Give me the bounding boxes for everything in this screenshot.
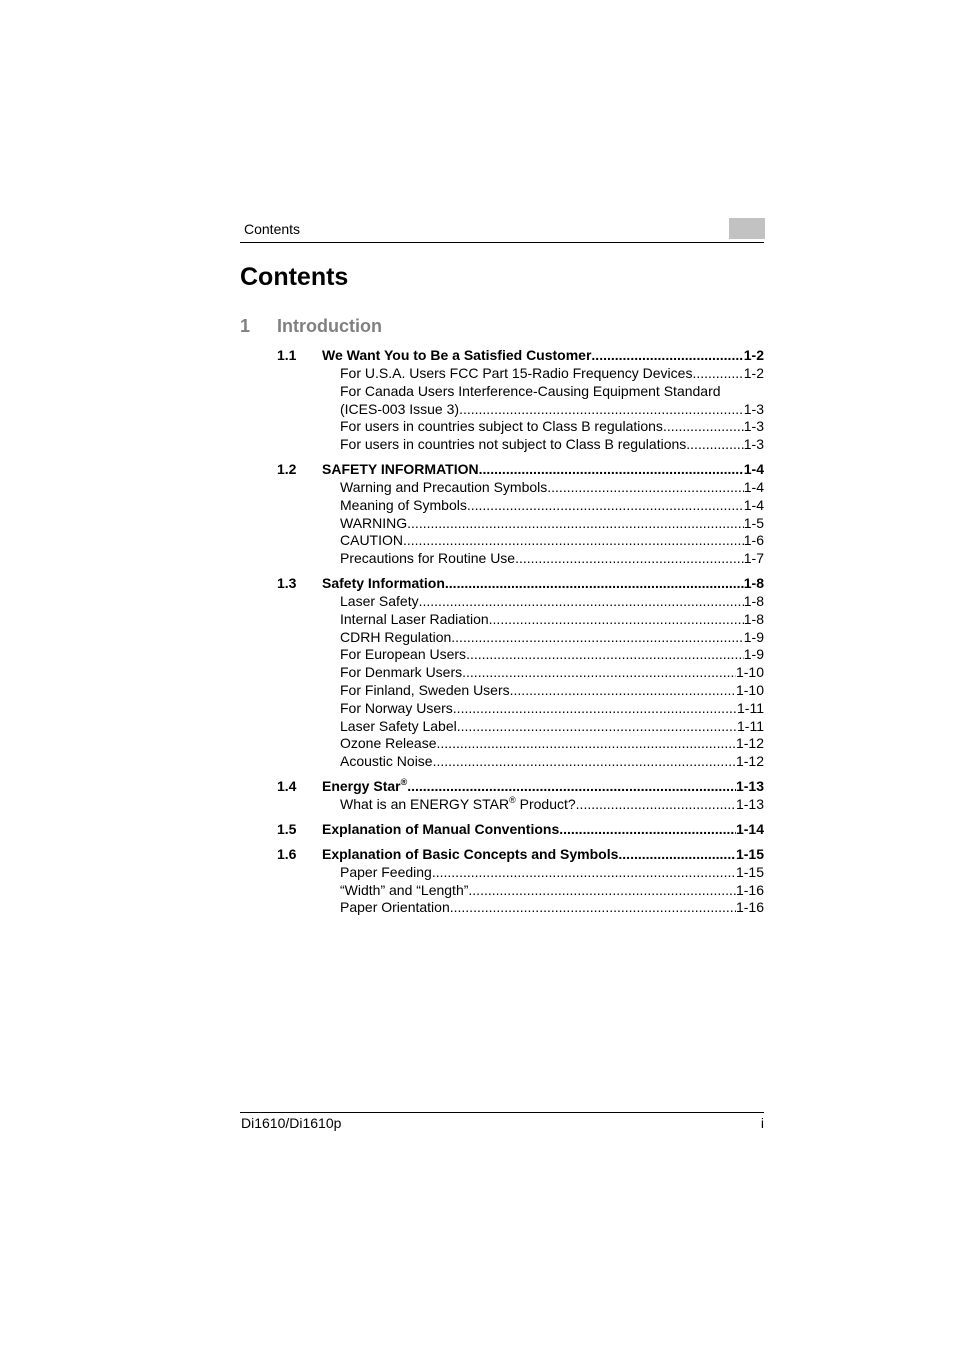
toc-entry[interactable] [340, 664, 764, 682]
toc-entry[interactable] [340, 479, 764, 497]
section-leader [322, 820, 764, 839]
leader-dots [403, 532, 744, 550]
entry-page: 1-8 [743, 610, 764, 627]
leader-dots [692, 365, 743, 383]
leader-dots [510, 682, 736, 700]
entry-page: 1-8 [743, 592, 764, 609]
entry-title-text: For Finland, Sweden Users [340, 681, 510, 698]
registered-mark: ® [509, 794, 516, 805]
chapter-title: Introduction [277, 316, 382, 336]
toc-entry[interactable] [340, 418, 764, 436]
entry-title-text: Warning and Precaution Symbols [340, 478, 548, 495]
entry-page: 1-12 [735, 735, 764, 752]
toc-section-row[interactable] [277, 346, 764, 365]
footer-page-number: i [760, 1115, 764, 1131]
section-title-text: Energy Star [322, 777, 401, 794]
toc-entry[interactable] [340, 864, 764, 882]
entry-title [340, 646, 466, 664]
entry-title-text: Laser Safety Label [340, 717, 457, 734]
entry-title-text: Paper Feeding [340, 863, 432, 880]
leader-dots [468, 882, 736, 900]
entry-page: 1-11 [737, 717, 764, 734]
entry-title-text: Precautions for Routine Use [340, 550, 516, 567]
entry-title [340, 515, 407, 533]
toc-entry[interactable] [340, 753, 764, 771]
entry-title [340, 365, 692, 383]
section-title-text: Safety Information [322, 574, 445, 591]
entry-title [340, 682, 510, 700]
entry-page: 1-3 [743, 418, 764, 435]
toc-entry[interactable] [340, 611, 764, 629]
entry-title [340, 550, 515, 568]
entry-title-text: Ozone Release [340, 735, 437, 752]
toc-entry[interactable] [340, 532, 764, 550]
toc-section-row[interactable] [277, 845, 764, 864]
section-leader [322, 574, 764, 593]
section-leader [322, 346, 764, 365]
entry-title [340, 700, 453, 718]
toc-entry[interactable] [340, 882, 764, 900]
section-number: 1.4 [277, 777, 297, 794]
entry-title [340, 882, 468, 900]
toc-section-row[interactable] [277, 574, 764, 593]
entry-page: 1-16 [735, 881, 764, 898]
toc-entry[interactable] [340, 497, 764, 515]
section-title [322, 820, 559, 839]
leader-dots [432, 864, 736, 882]
entry-page: 1-5 [743, 514, 764, 531]
section-title [322, 460, 479, 479]
leader-dots [489, 611, 744, 629]
entry-title-text: WARNING [340, 514, 408, 531]
entry-title-text: For users in countries not subject to Class B regulations [340, 436, 687, 453]
entry-title [340, 611, 489, 629]
toc-entries [340, 365, 764, 454]
entry-title-text: For users in countries subject to Class B regulations [340, 418, 663, 435]
toc-entries [340, 593, 764, 771]
entry-title [340, 479, 547, 497]
section-title [322, 777, 407, 796]
section-page: 1-15 [735, 845, 764, 862]
toc-entry[interactable] [340, 401, 764, 419]
entry-title-text: What is an ENERGY STAR [340, 795, 510, 812]
entry-title [340, 735, 437, 753]
toc-section [277, 820, 764, 839]
leader-dots [462, 664, 736, 682]
leader-dots [459, 401, 744, 419]
toc-entry[interactable] [340, 899, 764, 917]
entry-page: 1-2 [743, 365, 764, 381]
entry-page: 1-15 [735, 863, 764, 880]
entry-title-text: For U.S.A. Users FCC Part 15-Radio Frequency Devices [340, 365, 693, 381]
toc-section-row[interactable] [277, 820, 764, 839]
entry-page: 1-10 [735, 664, 764, 681]
leader-dots [419, 593, 744, 611]
section-title-text: We Want You to Be a Satisfied Customer [322, 347, 592, 363]
toc-entry[interactable] [340, 629, 764, 647]
entry-page: 1-11 [737, 699, 764, 716]
entry-title [340, 718, 457, 736]
entry-page: 1-7 [743, 550, 764, 567]
section-number: 1.3 [277, 574, 297, 591]
leader-dots [407, 777, 736, 796]
leader-dots [437, 735, 736, 753]
leader-dots [466, 646, 744, 664]
toc-entry[interactable] [340, 365, 764, 383]
toc-entry[interactable] [340, 682, 764, 700]
leader-dots [591, 346, 743, 365]
toc-section [277, 460, 764, 568]
leader-dots [450, 899, 736, 917]
entry-title-text: For Norway Users [340, 699, 453, 716]
entry-title-text: For Denmark Users [340, 664, 463, 681]
entry-title [340, 899, 450, 917]
header-tab-marker [729, 218, 765, 239]
entry-title [340, 436, 686, 454]
footer-model: Di1610/Di1610p [241, 1115, 342, 1131]
page-title: Contents [240, 263, 349, 291]
section-title-text: SAFETY INFORMATION [322, 460, 479, 477]
section-page: 1-13 [735, 777, 764, 794]
entry-title-text: Acoustic Noise [340, 753, 433, 770]
section-number: 1.5 [277, 820, 297, 837]
entry-title [340, 796, 576, 814]
toc-section [277, 777, 764, 814]
entry-title-text: (ICES-003 Issue 3) [340, 400, 460, 417]
entry-page: 1-3 [743, 400, 764, 417]
leader-dots [453, 700, 737, 718]
section-title [322, 574, 445, 593]
toc-entry[interactable] [340, 735, 764, 753]
running-header-title: Contents [244, 221, 301, 237]
entry-title-text: For European Users [340, 646, 467, 663]
entry-title-line: For Canada Users Interference-Causing Equipment Standard [340, 382, 721, 399]
leader-dots [433, 753, 736, 771]
entry-page: 1-16 [735, 899, 764, 916]
toc-section [277, 845, 764, 917]
chapter-number: 1 [240, 316, 251, 336]
leader-dots [686, 436, 743, 454]
section-title-text: Explanation of Manual Conventions [322, 820, 560, 837]
entry-title-text: Paper Orientation [340, 899, 450, 916]
toc-entry[interactable] [340, 436, 764, 454]
section-page: 1-8 [743, 574, 764, 591]
entry-title-text: “Width” and “Length” [340, 881, 469, 898]
toc-entry[interactable] [340, 515, 764, 533]
entry-title [340, 864, 432, 882]
leader-dots [663, 418, 744, 436]
leader-dots [451, 629, 743, 647]
toc-section-row[interactable] [277, 777, 764, 796]
footer-rule [240, 1112, 764, 1113]
header-rule [240, 242, 764, 243]
toc-entry[interactable] [340, 550, 764, 568]
entry-title [340, 753, 433, 771]
leader-dots [479, 460, 744, 479]
entry-page: 1-9 [743, 628, 764, 645]
entry-page: 1-3 [743, 436, 764, 453]
entry-title [340, 532, 403, 550]
section-page: 1-2 [743, 347, 764, 363]
entry-page: 1-9 [743, 646, 764, 663]
leader-dots [445, 574, 744, 593]
toc-entry[interactable] [340, 796, 764, 814]
section-title [322, 346, 591, 365]
section-title [322, 845, 618, 864]
toc-section [277, 346, 764, 454]
entry-title [340, 664, 462, 682]
toc-entry[interactable] [340, 646, 764, 664]
toc-entry[interactable] [340, 700, 764, 718]
section-page: 1-14 [735, 820, 764, 837]
toc-entries [340, 864, 764, 917]
entry-page: 1-12 [735, 753, 764, 770]
section-leader [322, 777, 764, 796]
toc-entries [340, 479, 764, 568]
section-leader [322, 460, 764, 479]
toc-entry[interactable] [340, 718, 764, 736]
entry-title-text: Internal Laser Radiation [340, 610, 489, 627]
entry-title-text: Laser Safety [340, 592, 419, 609]
section-number: 1.1 [277, 347, 297, 363]
entry-page: 1-10 [735, 681, 764, 698]
leader-dots [467, 497, 744, 515]
leader-dots [457, 718, 737, 736]
leader-dots [618, 845, 736, 864]
entry-title [340, 497, 467, 515]
section-number: 1.6 [277, 845, 297, 862]
entry-title-text: CAUTION [340, 532, 403, 549]
section-page: 1-4 [743, 460, 764, 477]
leader-dots [576, 796, 736, 814]
registered-mark: ® [400, 776, 408, 787]
table-of-contents [277, 346, 764, 923]
leader-dots [515, 550, 744, 568]
toc-entry[interactable] [340, 593, 764, 611]
entry-page: 1-4 [743, 478, 764, 495]
section-number: 1.2 [277, 460, 297, 477]
entry-title [340, 418, 663, 436]
section-leader [322, 845, 764, 864]
entry-title [340, 401, 459, 419]
section-title-text: Explanation of Basic Concepts and Symbols [322, 845, 619, 862]
entry-title [340, 629, 451, 647]
toc-section-row[interactable] [277, 460, 764, 479]
entry-page: 1-6 [743, 532, 764, 549]
entry-title-suffix: Product? [515, 795, 576, 812]
toc-entries [340, 796, 764, 814]
leader-dots [559, 820, 736, 839]
entry-title-text: CDRH Regulation [340, 628, 452, 645]
leader-dots [407, 515, 744, 533]
entry-page: 1-13 [735, 795, 764, 812]
toc-section [277, 574, 764, 771]
entry-title-text: Meaning of Symbols [340, 496, 467, 513]
leader-dots [547, 479, 744, 497]
entry-page: 1-4 [743, 496, 764, 513]
entry-title [340, 593, 419, 611]
